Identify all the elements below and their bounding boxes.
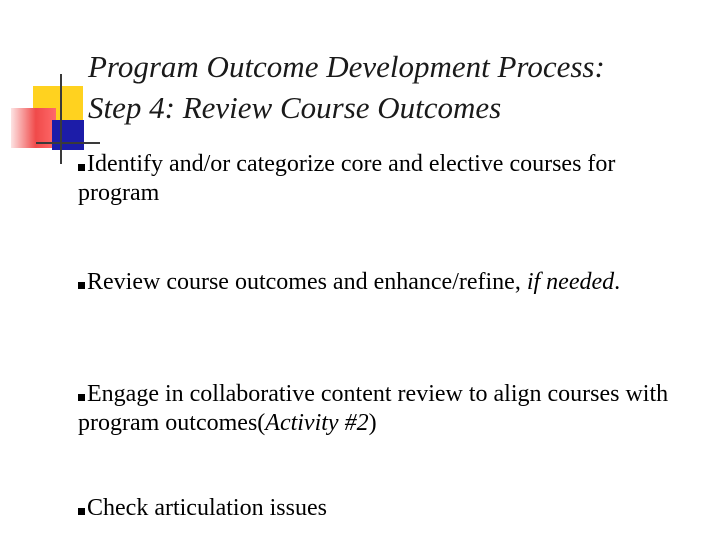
logo-horizontal-line	[36, 142, 100, 144]
bullet-item	[78, 268, 698, 297]
slide-title	[88, 46, 605, 128]
bullet-text: Review course outcomes and enhance/refine,	[87, 269, 527, 295]
title-line-2: Step 4: Review Course Outcomes	[88, 90, 502, 125]
bullet-item	[78, 494, 698, 523]
logo-blue-square	[52, 120, 84, 150]
bullet-square-icon	[78, 164, 85, 171]
bullet-item	[78, 380, 698, 438]
bullet-text-end: )	[368, 410, 377, 436]
bullet-square-icon	[78, 394, 85, 401]
bullet-text: Check articulation issues	[87, 495, 327, 521]
bullet-text-end: .	[614, 269, 621, 295]
bullet-square-icon	[78, 508, 85, 515]
bullet-square-icon	[78, 282, 85, 289]
bullet-text-italic: Activity #2	[265, 410, 369, 436]
decorative-logo	[0, 0, 100, 170]
bullet-text: Engage in collaborative content review to align courses with program outcomes(	[78, 381, 669, 436]
logo-vertical-line	[60, 74, 62, 164]
bullet-text: Identify and/or categorize core and elective courses for program	[78, 151, 616, 206]
bullet-item	[78, 150, 698, 208]
bullet-text-italic: if needed	[526, 269, 615, 295]
title-line-1: Program Outcome Development Process:	[88, 49, 605, 84]
